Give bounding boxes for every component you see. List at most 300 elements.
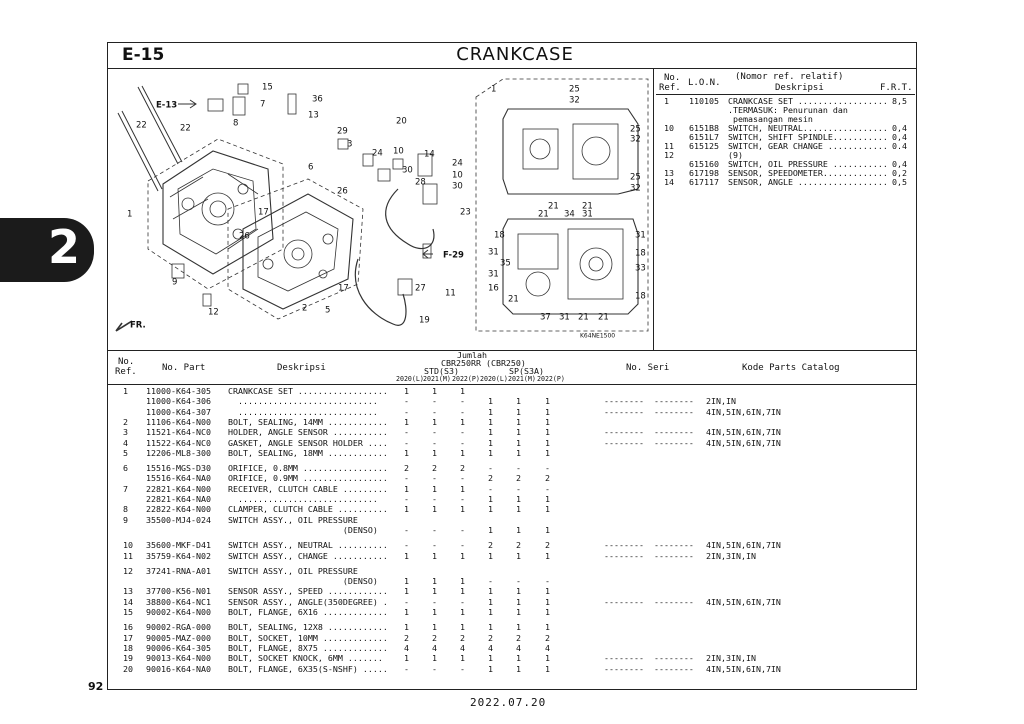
parts-desc-cell: BOLT, SEALING, 14MM ............	[228, 416, 388, 427]
parts-qty-cell: -	[404, 540, 409, 551]
parts-qty-cell: 4	[516, 642, 521, 653]
parts-ref-cell: 11	[123, 550, 133, 561]
parts-part-cell: 22822-K64-N00	[146, 504, 211, 515]
parts-qty-cell: 1	[460, 504, 465, 515]
ref-table-desc-cell: SWITCH, OIL PRESSURE ...........	[728, 159, 888, 169]
parts-part-cell: 11000-K64-305	[146, 386, 211, 396]
ref-table-ref-cell: 10	[664, 123, 674, 133]
parts-qty-cell: -	[432, 437, 437, 448]
parts-qty-cell: 1	[516, 586, 521, 597]
parts-qty-cell: 1	[460, 386, 465, 396]
parts-part-cell: 11000-K64-306	[146, 396, 211, 407]
callout-number: 16	[488, 283, 499, 294]
parts-ref-cell: 2	[123, 416, 128, 427]
parts-desc-cell: SWITCH ASSY., NEUTRAL ..........	[228, 540, 388, 551]
callout-number: 18	[494, 230, 505, 241]
parts-qty-cell: -	[460, 596, 465, 607]
ref-f29-label: F-29	[443, 250, 464, 261]
parts-qty-cell: 1	[545, 663, 550, 674]
parts-qty-cell: -	[460, 524, 465, 535]
callout-number: 31	[559, 312, 570, 323]
parts-desc-cell: GASKET, ANGLE SENSOR HOLDER ....	[228, 437, 388, 448]
parts-qty-cell: 1	[516, 447, 521, 458]
callout-number: 22	[180, 123, 191, 134]
parts-desc-cell: BOLT, FLANGE, 6X35(S-NSHF) .....	[228, 663, 388, 674]
callout-number: 17	[258, 207, 269, 218]
parts-ref-cell: 13	[123, 586, 133, 597]
ref-table-desc-cell: SWITCH, SHIFT SPINDLE...........	[728, 132, 888, 142]
parts-qty-cell: 2	[516, 540, 521, 551]
callout-number: 12	[208, 307, 219, 318]
parts-header-desc: Deskripsi	[277, 363, 326, 373]
parts-qty-cell: 1	[516, 494, 521, 504]
parts-cat-cell: 4IN,5IN,6IN,7IN	[706, 596, 781, 607]
parts-qty-cell: -	[545, 483, 550, 494]
ref-table-ref-cell: 11	[664, 141, 674, 151]
parts-qty-cell: -	[460, 663, 465, 674]
parts-qty-cell: -	[432, 406, 437, 417]
parts-qty-cell: 1	[404, 416, 409, 427]
parts-qty-cell: 1	[488, 504, 493, 515]
parts-ref-cell: 9	[123, 514, 128, 525]
parts-qty-cell: -	[404, 406, 409, 417]
parts-desc-cell: BOLT, SEALING, 18MM ............	[228, 447, 388, 458]
callout-number: 1	[491, 84, 497, 95]
parts-qty-cell: 2	[488, 632, 493, 643]
parts-qty-cell: 1	[545, 653, 550, 664]
callout-number: 25	[630, 172, 641, 183]
ref-table-desc-cell: SWITCH, NEUTRAL.................	[728, 123, 888, 133]
parts-part-cell: 35500-MJ4-024	[146, 514, 211, 525]
ref-table-desc-cell: (9)	[728, 150, 743, 160]
parts-qty-cell: 1	[516, 427, 521, 438]
parts-header-year: 2022(P)	[537, 375, 565, 383]
parts-qty-cell: -	[432, 473, 437, 484]
ref-table-desc-cell: SWITCH, GEAR CHANGE ............	[728, 141, 888, 151]
parts-qty-cell: 1	[404, 586, 409, 597]
parts-qty-cell: 1	[404, 653, 409, 664]
ref-table-frt-cell: 0,4	[892, 123, 907, 133]
parts-part-cell: 12206-ML8-300	[146, 447, 211, 458]
parts-qty-cell: 1	[488, 550, 493, 561]
parts-qty-cell: 1	[516, 607, 521, 617]
parts-qty-cell: 1	[516, 504, 521, 515]
parts-qty-cell: 1	[404, 576, 409, 587]
parts-desc-cell: BOLT, FLANGE, 8X75 .............	[228, 642, 388, 653]
parts-qty-cell: 1	[488, 653, 493, 664]
parts-part-cell: 38800-K64-NC1	[146, 596, 211, 607]
callout-number: 18	[635, 291, 646, 302]
callout-number: 9	[172, 277, 178, 288]
callout-number: 33	[635, 263, 646, 274]
parts-qty-cell: 1	[432, 483, 437, 494]
parts-qty-cell: 2	[432, 632, 437, 643]
parts-qty-cell: 1	[404, 504, 409, 515]
parts-qty-cell: 1	[432, 416, 437, 427]
callout-number: 2	[302, 303, 308, 314]
callout-number: 32	[630, 183, 641, 194]
parts-qty-cell: 1	[404, 386, 409, 396]
callout-number: 34	[564, 209, 575, 220]
parts-qty-cell: 1	[516, 550, 521, 561]
callout-number: 14	[424, 149, 435, 160]
parts-part-cell: 15516-K64-NA0	[146, 473, 211, 484]
parts-ref-cell: 14	[123, 596, 133, 607]
parts-qty-cell: 1	[545, 494, 550, 504]
parts-qty-cell: -	[488, 463, 493, 474]
callout-number: 21	[548, 201, 559, 212]
parts-qty-cell: 1	[488, 427, 493, 438]
parts-desc-cell: ORIFICE, 0.8MM .................	[228, 463, 388, 474]
callout-number: 31	[635, 230, 646, 241]
parts-part-cell: 15516-MGS-D30	[146, 463, 211, 474]
parts-header-year: 2021(M)	[423, 375, 451, 383]
parts-header-jumlah: Jumlah	[457, 350, 487, 360]
parts-qty-cell: 1	[545, 427, 550, 438]
parts-desc-cell: (DENSO)	[228, 524, 378, 535]
callout-number: 22	[136, 120, 147, 131]
parts-qty-cell: -	[488, 483, 493, 494]
parts-desc-cell: ............................	[228, 396, 378, 407]
callout-number: 8	[233, 118, 239, 129]
parts-desc-cell: SWITCH ASSY., OIL PRESSURE	[228, 514, 358, 525]
parts-desc-cell: SWITCH ASSY., CHANGE ...........	[228, 550, 388, 561]
parts-cat-cell: 2IN,3IN,IN	[706, 550, 756, 561]
parts-qty-cell: -	[404, 494, 409, 504]
callout-number: 10	[393, 146, 404, 157]
parts-header-seri: No. Seri	[626, 363, 670, 373]
parts-qty-cell: 1	[488, 586, 493, 597]
parts-qty-cell: -	[460, 427, 465, 438]
parts-qty-cell: 1	[488, 622, 493, 633]
parts-qty-cell: 1	[545, 396, 550, 407]
callout-number: 27	[415, 283, 426, 294]
parts-qty-cell: 2	[460, 632, 465, 643]
ref-table-ref-cell: 12	[664, 150, 674, 160]
parts-part-cell: 90013-K64-N00	[146, 653, 211, 664]
parts-desc-cell: ............................	[228, 494, 378, 504]
parts-seri-cell: -------- --------	[604, 396, 694, 407]
callout-number: 26	[239, 231, 250, 242]
parts-qty-cell: 1	[488, 416, 493, 427]
parts-header-year: 2022(P)	[452, 375, 480, 383]
parts-header-year: 2020(L)	[396, 375, 424, 383]
callout-number: 21	[578, 312, 589, 323]
parts-seri-cell: -------- --------	[604, 406, 694, 417]
parts-cat-cell: 4IN,5IN,6IN,7IN	[706, 427, 781, 438]
parts-qty-cell: 2	[404, 632, 409, 643]
parts-qty-cell: 1	[545, 524, 550, 535]
parts-qty-cell: 1	[545, 416, 550, 427]
parts-qty-cell: -	[404, 524, 409, 535]
parts-qty-cell: 1	[516, 663, 521, 674]
parts-qty-cell: 1	[545, 596, 550, 607]
parts-qty-cell: 1	[432, 504, 437, 515]
parts-qty-cell: 1	[460, 653, 465, 664]
parts-qty-cell: 2	[460, 463, 465, 474]
ref-table-ref-cell: 14	[664, 177, 674, 187]
parts-part-cell: 37241-RNA-A01	[146, 565, 211, 576]
parts-seri-cell: -------- --------	[604, 596, 694, 607]
parts-ref-cell: 7	[123, 483, 128, 494]
parts-qty-cell: 1	[460, 550, 465, 561]
image-code: K64NE1500	[580, 332, 616, 340]
callout-number: 21	[582, 201, 593, 212]
callout-number: 13	[308, 110, 319, 121]
parts-qty-cell: 1	[545, 504, 550, 515]
parts-part-cell: 90005-MAZ-000	[146, 632, 211, 643]
parts-qty-cell: 1	[488, 524, 493, 535]
parts-part-cell: 11000-K64-307	[146, 406, 211, 417]
ref-table-ref-header: Ref.	[659, 83, 681, 93]
parts-qty-cell: 1	[460, 483, 465, 494]
page-number: 92	[88, 680, 104, 693]
parts-cat-cell: 4IN,5IN,6IN,7IN	[706, 437, 781, 448]
parts-qty-cell: 1	[516, 437, 521, 448]
parts-qty-cell: 1	[404, 447, 409, 458]
parts-qty-cell: 1	[432, 386, 437, 396]
parts-qty-cell: 1	[432, 586, 437, 597]
parts-qty-cell: 1	[404, 483, 409, 494]
parts-table-top-rule	[107, 350, 917, 351]
parts-qty-cell: 1	[460, 586, 465, 597]
parts-qty-cell: 1	[432, 447, 437, 458]
parts-seri-cell: -------- --------	[604, 540, 694, 551]
parts-part-cell: 90016-K64-NA0	[146, 663, 211, 674]
parts-qty-cell: 1	[432, 550, 437, 561]
parts-qty-cell: 1	[404, 607, 409, 617]
crankcase-exploded-diagram	[108, 69, 653, 350]
parts-qty-cell: -	[432, 596, 437, 607]
parts-qty-cell: 1	[488, 494, 493, 504]
parts-header-std: STD(S3)	[424, 366, 459, 376]
callout-number: 5	[325, 305, 331, 316]
parts-qty-cell: 1	[488, 406, 493, 417]
callout-number: 10	[452, 170, 463, 181]
callout-number: 31	[488, 269, 499, 280]
parts-ref-cell: 10	[123, 540, 133, 551]
parts-qty-cell: -	[404, 427, 409, 438]
ref-table-lon-cell: 110105	[689, 96, 719, 106]
callout-number: 21	[598, 312, 609, 323]
callout-number: 20	[396, 116, 407, 127]
parts-qty-cell: -	[432, 396, 437, 407]
parts-part-cell: 90002-K64-N00	[146, 607, 211, 617]
parts-qty-cell: 2	[488, 540, 493, 551]
parts-qty-cell: 1	[404, 550, 409, 561]
parts-qty-cell: 4	[404, 642, 409, 653]
parts-desc-cell: BOLT, SOCKET, 10MM .............	[228, 632, 388, 643]
parts-desc-cell: HOLDER, ANGLE SENSOR ...........	[228, 427, 388, 438]
parts-qty-cell: 1	[545, 447, 550, 458]
parts-desc-cell: ORIFICE, 0.9MM .................	[228, 473, 388, 484]
parts-qty-cell: 2	[545, 632, 550, 643]
parts-qty-cell: 4	[488, 642, 493, 653]
parts-qty-cell: -	[460, 494, 465, 504]
parts-qty-cell: 2	[516, 473, 521, 484]
parts-qty-cell: 1	[488, 607, 493, 617]
parts-part-cell: 90006-K64-305	[146, 642, 211, 653]
callout-number: 24	[452, 158, 463, 169]
parts-header-year: 2021(M)	[508, 375, 536, 383]
parts-part-cell: 11521-K64-NC0	[146, 427, 211, 438]
parts-desc-cell: BOLT, SOCKET KNOCK, 6MM .......	[228, 653, 383, 664]
ref-table-lon-cell: 617198	[689, 168, 719, 178]
ref-table-desc-cell: CRANKCASE SET ..................	[728, 96, 888, 106]
parts-qty-cell: 1	[545, 437, 550, 448]
callout-number: 32	[630, 134, 641, 145]
callout-number: 35	[500, 258, 511, 269]
parts-qty-cell: 1	[516, 406, 521, 417]
page-title: CRANKCASE	[456, 44, 574, 65]
parts-header-no: No.	[118, 357, 135, 367]
parts-header-ref: Ref.	[115, 367, 137, 377]
parts-header-part: No. Part	[162, 363, 206, 373]
parts-qty-cell: -	[460, 540, 465, 551]
ref-table-desc-header: Deskripsi	[775, 83, 824, 93]
parts-desc-cell: SENSOR ASSY., ANGLE(350DEGREE) .	[228, 596, 388, 607]
ref-table-no-header: No.	[664, 73, 681, 83]
parts-qty-cell: -	[404, 473, 409, 484]
parts-qty-cell: -	[404, 396, 409, 407]
parts-qty-cell: 2	[432, 463, 437, 474]
parts-seri-cell: -------- --------	[604, 663, 694, 674]
parts-qty-cell: 1	[516, 524, 521, 535]
parts-part-cell: 22821-K64-N00	[146, 483, 211, 494]
parts-desc-cell: (DENSO)	[228, 576, 378, 587]
callout-number: 17	[338, 283, 349, 294]
parts-qty-cell: 1	[545, 607, 550, 617]
parts-qty-cell: 1	[488, 596, 493, 607]
callout-number: 28	[415, 177, 426, 188]
ref-table-desc-cell: SENSOR, SPEEDOMETER.............	[728, 168, 888, 178]
parts-qty-cell: -	[404, 437, 409, 448]
parts-qty-cell: 1	[460, 416, 465, 427]
parts-qty-cell: 1	[488, 663, 493, 674]
callout-number: 32	[569, 95, 580, 106]
parts-desc-cell: SWITCH ASSY., OIL PRESSURE	[228, 565, 358, 576]
parts-desc-cell: SENSOR ASSY., SPEED ............	[228, 586, 388, 597]
parts-seri-cell: -------- --------	[604, 550, 694, 561]
parts-part-cell: 37700-K56-N01	[146, 586, 211, 597]
ref-table-desc-cell: pemasangan mesin	[728, 114, 813, 124]
callout-number: 7	[260, 99, 266, 110]
parts-ref-cell: 16	[123, 622, 133, 633]
parts-cat-cell: 4IN,5IN,6IN,7IN	[706, 663, 781, 674]
callout-number: 15	[262, 82, 273, 93]
parts-desc-cell: BOLT, SEALING, 12X8 ............	[228, 622, 388, 633]
parts-qty-cell: -	[460, 396, 465, 407]
footer-date: 2022.07.20	[470, 696, 547, 709]
parts-qty-cell: 2	[516, 632, 521, 643]
parts-qty-cell: 4	[432, 642, 437, 653]
callout-number: 25	[630, 124, 641, 135]
parts-ref-cell: 3	[123, 427, 128, 438]
callout-number: 6	[308, 162, 314, 173]
callout-number: 19	[419, 315, 430, 326]
parts-cat-cell: 4IN,5IN,6IN,7IN	[706, 406, 781, 417]
parts-part-cell: 90002-RGA-000	[146, 622, 211, 633]
parts-qty-cell: 1	[545, 586, 550, 597]
parts-qty-cell: 1	[545, 550, 550, 561]
parts-qty-cell: 1	[488, 447, 493, 458]
parts-qty-cell: -	[460, 406, 465, 417]
callout-number: 1	[127, 209, 133, 220]
callout-number: 18	[635, 248, 646, 259]
parts-ref-cell: 20	[123, 663, 133, 674]
ref-table-desc-cell: SENSOR, ANGLE ..................	[728, 177, 888, 187]
parts-qty-cell: -	[516, 483, 521, 494]
parts-qty-cell: 1	[516, 396, 521, 407]
ref-table-frt-cell: 8,5	[892, 96, 907, 106]
ref-e13-label: E-13	[156, 100, 178, 111]
ref-table-rule	[656, 94, 915, 95]
parts-seri-cell: -------- --------	[604, 437, 694, 448]
parts-qty-cell: -	[432, 540, 437, 551]
parts-table-header-rule	[107, 384, 917, 385]
parts-qty-cell: 2	[545, 540, 550, 551]
parts-qty-cell: -	[404, 663, 409, 674]
parts-qty-cell: 1	[516, 416, 521, 427]
parts-qty-cell: 2	[404, 463, 409, 474]
parts-qty-cell: -	[432, 494, 437, 504]
parts-qty-cell: 1	[432, 607, 437, 617]
parts-cat-cell: 2IN,3IN,IN	[706, 653, 756, 664]
parts-qty-cell: 4	[545, 642, 550, 653]
parts-qty-cell: 1	[488, 437, 493, 448]
parts-qty-cell: -	[516, 576, 521, 587]
callout-number: 23	[460, 207, 471, 218]
ref-table-lon-header: L.O.N.	[688, 78, 721, 88]
callout-number: 11	[445, 288, 456, 299]
parts-ref-cell: 8	[123, 504, 128, 515]
parts-qty-cell: 1	[460, 607, 465, 617]
parts-part-cell: 11522-K64-NC0	[146, 437, 211, 448]
parts-ref-cell: 5	[123, 447, 128, 458]
parts-qty-cell: -	[488, 576, 493, 587]
ref-table-frt-cell: 0,4	[892, 132, 907, 142]
callout-number: 26	[337, 186, 348, 197]
parts-qty-cell: -	[404, 596, 409, 607]
parts-ref-cell: 17	[123, 632, 133, 643]
parts-qty-cell: -	[432, 663, 437, 674]
parts-qty-cell: 1	[460, 576, 465, 587]
parts-part-cell: 35759-K64-N02	[146, 550, 211, 561]
parts-qty-cell: 1	[545, 406, 550, 417]
parts-header-year: 2020(L)	[480, 375, 508, 383]
callout-number: 37	[540, 312, 551, 323]
parts-ref-cell: 6	[123, 463, 128, 474]
parts-qty-cell: 1	[432, 622, 437, 633]
callout-number: 30	[402, 165, 413, 176]
parts-cat-cell: 2IN,IN	[706, 396, 736, 407]
front-direction-label: FR.	[130, 320, 146, 331]
parts-desc-cell: CLAMPER, CLUTCH CABLE ..........	[228, 504, 388, 515]
callout-number: 31	[582, 209, 593, 220]
ref-table-frt-cell: 0,2	[892, 168, 907, 178]
parts-ref-cell: 19	[123, 653, 133, 664]
parts-qty-cell: 1	[545, 622, 550, 633]
parts-header-catalog: Kode Parts Catalog	[742, 363, 840, 373]
chapter-tab-number: 2	[48, 220, 81, 274]
parts-ref-cell: 1	[123, 386, 128, 396]
parts-seri-cell: -------- --------	[604, 653, 694, 664]
parts-header-model: CBR250RR (CBR250)	[441, 358, 526, 368]
parts-header-sp: SP(S3A)	[509, 366, 544, 376]
ref-table-lon-cell: 6151B8	[689, 123, 719, 133]
parts-qty-cell: -	[432, 524, 437, 535]
ref-table-frt-cell: 0.4	[892, 141, 907, 151]
